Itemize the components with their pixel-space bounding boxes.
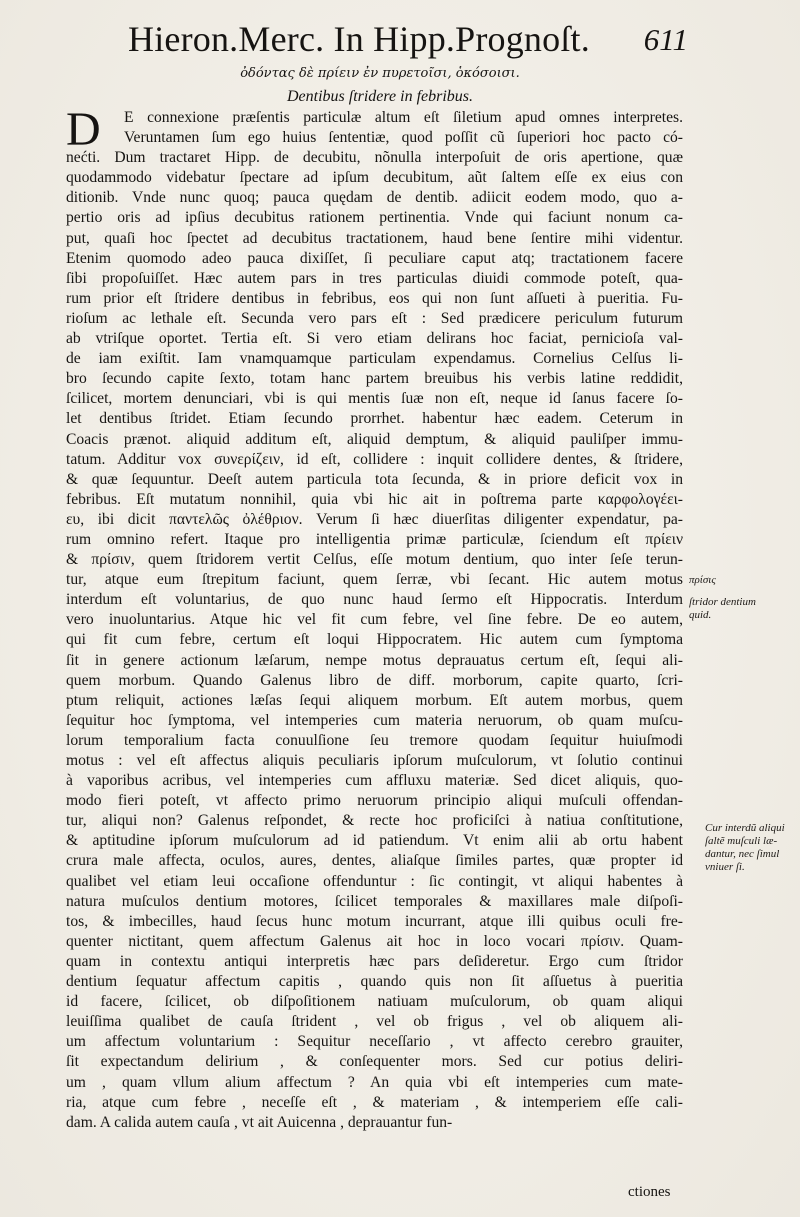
text-line: quam in contextu antiqui interpretis hæc pars deſideretur. Ergo cum ſtridor [66,952,683,970]
text-line: tur, atque eum ſtrepitum faciunt, quem ſerræ, vbi ſecant. Hic autem motus [66,571,683,589]
text-line: Coacis prænot. aliquid additum eſt, aliquid demptum, & aliquid pauliſper immu- [66,430,683,448]
page-header [118,14,688,60]
margin-note-stridor: ſtridor dentium quid. [689,596,756,621]
text-line: rioſum ac lethale eſt. Secunda vero pars eſt : Sed prædicere periculum futurum [66,309,683,327]
text-line: modo fieri poteſt, vt affecto primo neruorum principio aliqui muſculi offendan- [66,792,683,810]
text-line: ευ, ibi dicit παντελῶς ὀλέθριον. Verum ſi hæc diuerſitas diligenter expendatur, pa- [66,510,683,528]
text-line: crura male affecta, oculos, aures, dentes, aliaſque ſimiles partes, quæ propter id [66,852,683,870]
text-line: ſcilicet, mortem denunciari, vbi is qui mentis ſuæ non eſt, neque id ſanus facere ſo- [66,390,683,408]
text-line: let dentibus ſtridet. Etiam ſecundo prorrhet. habentur hæc eadem. Ceterum in [66,410,683,428]
text-line: de iam exiſtit. Iam vnamquamque particulam expendamus. Cornelius Celſus li- [66,350,683,368]
margin-note-prisis: πρίσις [689,574,716,586]
text-line: interdum eſt voluntarius, de quo nunc haud ſermo eſt Hippocratis. Interdum [66,591,683,609]
text-line: nećti. Dum tractaret Hipp. de decubitu, nõnulla interpoſuit de oris apertione, quæ [66,149,683,167]
text-line: tatum. Additur vox συνερίζειν, id eſt, collidere : inquit collidere dentes, & ſtridere, [66,450,683,468]
text-line: ſibi propoſuiſſet. Hæc autem pars in tres particulas diuidi commode poteſt, qua- [66,269,683,287]
text-line: dam. A calida autem cauſa , vt ait Auicenna , deprauantur fun- [66,1113,453,1131]
margin-note-cur-interdum: Cur interdũ aliqui ſaltẽ muſculi læ-dantur, nec ſimul vniuer ſi. [705,822,785,873]
text-line: febribus. Eſt mutatum nonnihil, quia vbi hic ait in poſtrema parte καρφολογέει- [66,490,683,508]
text-line: pertio oris ad ipſius decubitus rationem pertinentia. Vnde qui faciunt nonum ca- [66,209,683,227]
text-line: & aptitudine ipſorum muſculorum ad id patiendum. Vt enim alii ab ortu habent [66,832,683,850]
folio-number: 611 [643,22,688,57]
text-line: tos, & imbecilles, haud ſecus hunc motum incurrant, atque illi quibus oculi fre- [66,912,683,930]
text-line: ria, atque cum febre , neceſſe eſt , & materiam , & intemperiem eſſe cali- [66,1093,683,1111]
text-line: ſequitur hoc ſymptoma, vel intemperies cum materia neruorum, ob quam muſcu- [66,711,683,729]
catchword: ctiones [628,1184,671,1200]
text-line: um , quam vllum alium affectum ? An quia vbi eſt intemperies cum mate- [66,1073,683,1091]
text-line: rum prior eſt ſtridere dentibus in febribus, eos qui non ſunt aſſueti à pueritia. Fu- [66,289,683,307]
text-line: ſit expectandum delirium , & conſequenter mors. Sed cur potius deliri- [66,1053,683,1071]
latin-heading: Dentibus ſtridere in febribus. [286,88,474,105]
body-text [66,103,683,1133]
text-line: put, quaſi hoc ſpectet ad decubitus tractationem, haud bene ſentire mihi videntur. [66,229,683,247]
drop-capital: D [66,103,101,156]
text-line: Veruntamen ſum ego huius ſententiæ, quod poſſit cũ ſuperiori hoc pacto có- [124,129,683,147]
text-line: tur, aliqui non? Galenus reſpondet, & recte hoc proficiſci à natiua conſtitutione, [66,812,683,830]
text-line: E connexione præſentis particulæ altum eſt ſiletium apud omnes interpretes. [124,109,683,126]
text-line: ab vtriſque oportet. Tertia eſt. Si vero etiam delirans hoc faciat, pernicioſa val- [66,330,683,348]
text-line: dentium ſequatur affectum capitis , quando quis non ſit aſſuetus à pueritia [66,973,683,991]
text-line: à vaporibus acribus, vel intemperies cum affluxu materiæ. Sed dicet aliquis, quo- [66,772,683,790]
text-line: qualibet vel etiam leui occaſione offenduntur : ſic contingit, vt aliqui habentes à [66,872,683,890]
running-title: Hieron.Merc. In Hipp.Prognoſt. [128,19,590,59]
text-line: quodammodo videbatur ſpectare ad ipſum decubitum, aũt ſaltem eſſe ex eius con [66,169,683,187]
text-line: & πρίσιν, quem ſtridorem vertit Celſus, eſſe motum dentium, quo inter ſeſe terun- [66,551,683,569]
text-line: ptum reliquit, actiones læſas ſequi aliquem morbum. Eſt autem morbus, quem [66,691,683,709]
text-line: lorum temporalium facta conuulſione ſeu tremore quodam ſequitur huiuſmodi [66,731,683,749]
greek-heading: ὀδόντας δὲ πρίειν ἐν πυρετοῖσι, ὁκόσοισι. [240,66,520,81]
text-line: motus : vel eſt affectus aliquis peculiaris ipſorum muſculorum, vt ſolutio continui [66,752,683,769]
text-line: id facere, ſcilicet, ob diſpoſitionem natiuam muſculorum, ob quam aliqui [66,993,683,1011]
text-line: quem morbum. Quando Galenus libro de diff. morborum, capite quarto, ſcri- [66,671,683,689]
text-line: rum omnino refert. Itaque pro intelligentia primæ particulæ, ſciendum eſt πρίειν [66,530,683,548]
text-line: leuiſſima qualibet de cauſa ſtrident , vel ob frigus , vel ob aliquem ali- [66,1013,683,1031]
text-line: bro ſecundo capite ſexto, totam hanc partem breuibus his verbis latine reddidit, [66,370,683,388]
text-line: qui fit cum febre, certum eſt loqui Hippocratem. Hic autem cum ſymptoma [66,631,683,649]
text-line: & quæ ſequuntur. Deeſt autem particula tota ſecunda, & in priore deficit vox in [66,470,683,488]
text-line: ſit in genere actionum læſarum, nempe motus deprauatus certum eſt, ſequi ali- [66,651,683,669]
text-line: Etenim quomodo adeo pauca dixiſſet, ſi peculiare caput atq; tractationem facere [66,249,683,267]
text-line: vero inuoluntarius. Atque hic vel fit cum febre, vel ſine febre. De eo autem, [66,611,683,629]
text-line: um affectum voluntarium : Sequitur neceſſario , vt affecto cerebro grauiter, [66,1033,683,1051]
text-line: quenter nictitant, quem affectum Galenus ait hoc in loco vocari πρίσιν. Quam- [66,932,683,950]
text-line: ditionib. Vnde nunc quoq; pauca quędam de dentib. adiicit eodem modo, quo a- [66,189,683,207]
text-line: natura muſculos dentium motores, ſcilicet temporales & maxillares male diſpoſi- [66,892,683,910]
